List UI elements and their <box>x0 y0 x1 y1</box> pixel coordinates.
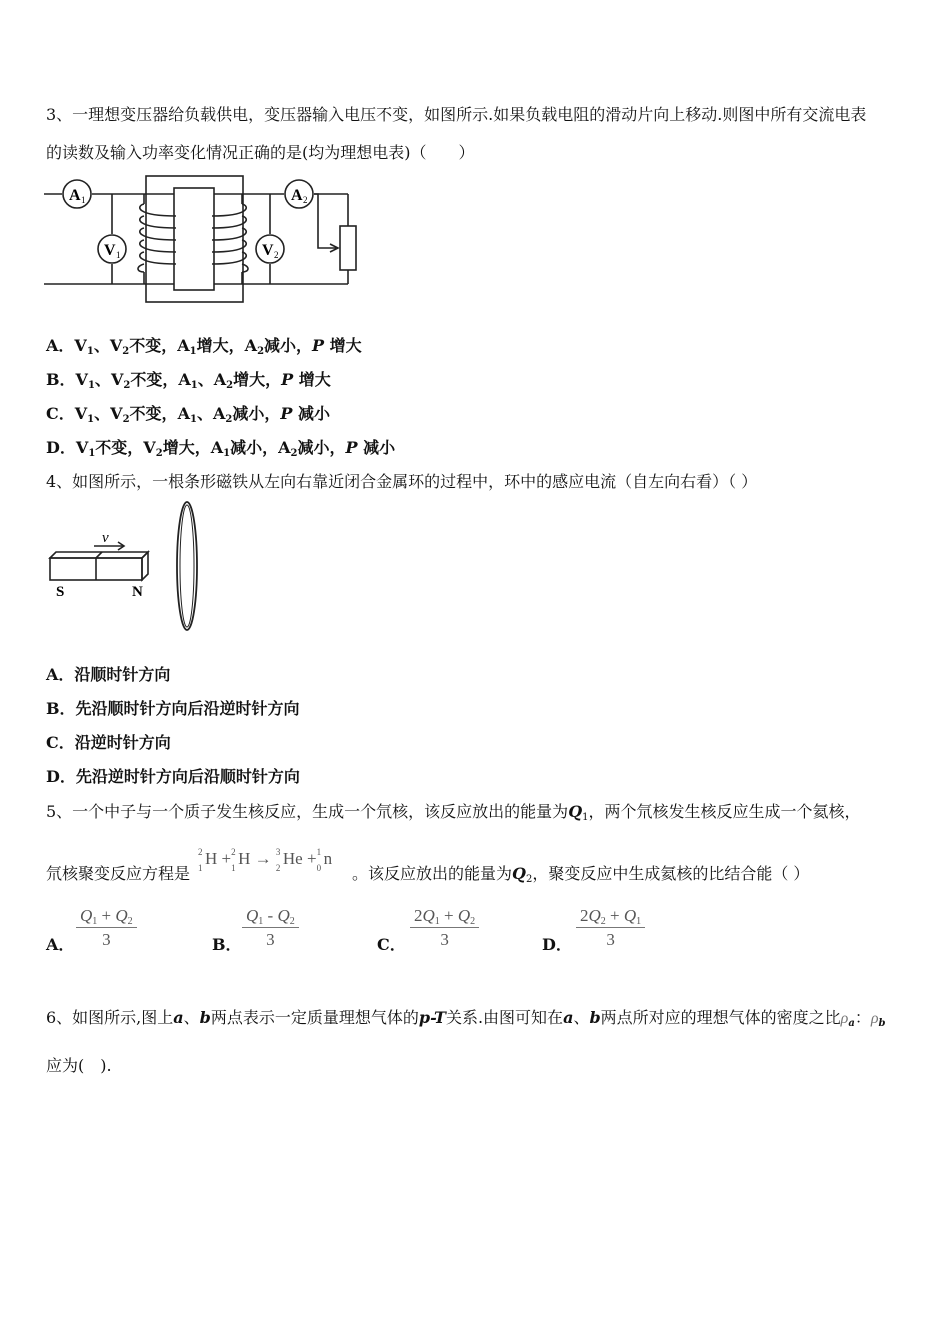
q4-option-a[interactable]: A．沿顺时针方向 <box>46 665 171 684</box>
q4-option-d[interactable]: D．先沿逆时针方向后沿顺时针方向 <box>46 767 300 786</box>
q5-option-c-label[interactable]: C． <box>377 935 406 954</box>
q5-stem-line1: 5、一个中子与一个质子发生核反应，生成一个氘核，该反应放出的能量为$Q_1$，两个氘核发生核反应生成一个氦核， <box>46 802 861 823</box>
q4-option-c[interactable]: C．沿逆时针方向 <box>46 733 171 752</box>
pole-s-label: S <box>56 584 65 600</box>
q5-stem-line2: 氘核聚变反应方程是 。该反应放出的能量为$Q_2$，聚变反应中生成氦核的比结合能（ ） <box>46 864 810 885</box>
svg-text:1: 1 <box>116 250 121 260</box>
q3-stem-line2: 的读数及输入功率变化情况正确的是(均为理想电表)（ ） <box>46 143 475 162</box>
q5-option-c-fraction[interactable]: $\frac{2Q_1 + Q_2}{3}$ <box>410 906 479 950</box>
q5-option-d-label[interactable]: D． <box>542 935 572 954</box>
velocity-label: v <box>102 530 109 546</box>
q6-stem-line2: 应为( ). <box>46 1056 112 1075</box>
voltmeter-v2 <box>256 235 284 263</box>
q5-option-a-label[interactable]: A． <box>46 935 75 954</box>
svg-text:2: 2 <box>303 195 308 205</box>
transformer-circuit-diagram <box>44 172 364 306</box>
magnet-ring-diagram <box>44 500 214 636</box>
q4-option-b[interactable]: B．先沿顺时针方向后沿逆时针方向 <box>46 699 300 718</box>
ammeter-a2 <box>285 180 313 208</box>
q5-option-b-fraction[interactable]: $\frac{Q_1 - Q_2}{3}$ <box>242 906 299 950</box>
q3-option-b[interactable]: B．$V_1$、$V_2$不变，$A_1$、$A_2$增大，P 增大 <box>46 370 331 391</box>
svg-text:A: A <box>69 187 81 204</box>
svg-text:2: 2 <box>274 250 279 260</box>
ammeter-a1 <box>63 180 91 208</box>
q4-stem: 4、如图所示，一根条形磁铁从左向右靠近闭合金属环的过程中，环中的感应电流（自左向右看）（ ） <box>46 472 758 491</box>
q5-option-a-fraction[interactable]: $\frac{Q_1 + Q_2}{3}$ <box>76 906 137 950</box>
voltmeter-v1 <box>98 235 126 263</box>
svg-text:V: V <box>262 242 274 259</box>
svg-text:1: 1 <box>81 195 86 205</box>
svg-text:A: A <box>291 187 303 204</box>
q6-stem-line1: 6、如图所示,图上a、b两点表示一定质量理想气体的p-T关系.由图可知在a、b两点所对应的理想气体的密度之比$\rho_a$：$\rho_b$ <box>46 1008 886 1029</box>
svg-text:V: V <box>104 242 116 259</box>
q3-stem-line1: 3、一理想变压器给负载供电，变压器输入电压不变，如图所示.如果负载电阻的滑动片向上移动.则图中所有交流电表 <box>46 105 867 124</box>
pole-n-label: N <box>132 584 143 600</box>
q5-option-d-fraction[interactable]: $\frac{2Q_2 + Q_1}{3}$ <box>576 906 645 950</box>
q3-option-a[interactable]: A．$V_1$、$V_2$不变，$A_1$增大，$A_2$减小，P 增大 <box>46 336 362 357</box>
q3-option-c[interactable]: C．$V_1$、$V_2$不变，$A_1$、$A_2$减小，P 减小 <box>46 404 330 425</box>
fusion-equation: 2 1 H + 2 1 H → 3 2 He + 1 0 n <box>198 847 333 874</box>
q3-option-d[interactable]: D．$V_1$不变，$V_2$增大，$A_1$减小，$A_2$减小，P 减小 <box>46 438 396 459</box>
q5-option-b-label[interactable]: B． <box>212 935 242 954</box>
